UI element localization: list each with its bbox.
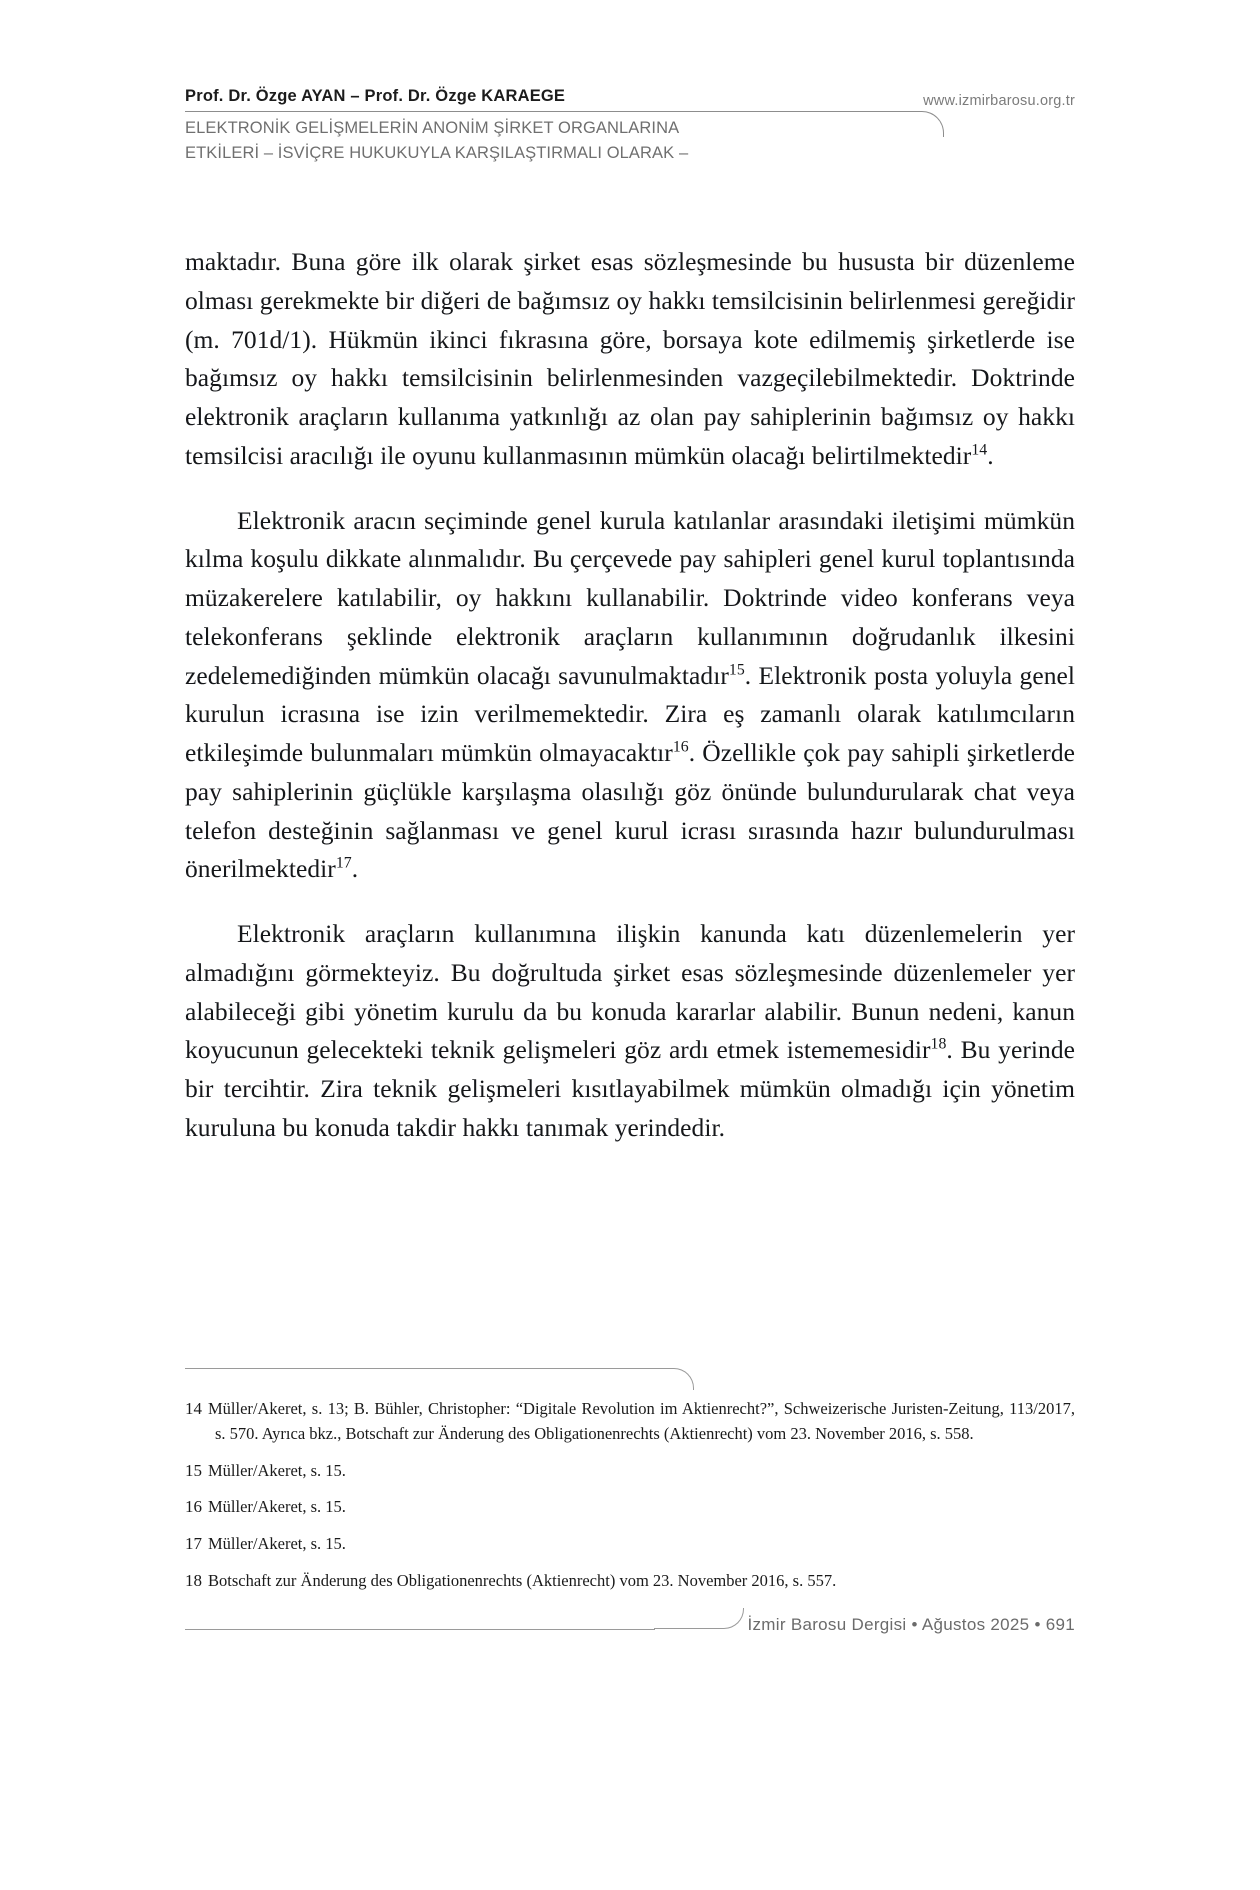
footer-journal-info: İzmir Barosu Dergisi • Ağustos 2025 • 691 [747,1615,1075,1634]
paragraph-2-text-d: . [351,854,359,884]
paragraph-1-text: maktadır. Buna göre ilk olarak şirket esas sözleşmesinde bu hususta bir düzenleme olması gerekmekte bir diğeri de bağımsız oy hakkı temsilcisinin belirlenmesi gereğidir (m. 701d/1). Hükmün ikinci fıkrasına göre, borsaya kote edilmemiş şirketlerde ise bağımsız oy hakkı temsilcisinin belirlenmesinden vazgeçilebilmektedir. Doktrinde elektronik araçların kullanıma yatkınlığı az olan pay sahiplerinin bağımsız oy hakkı temsilcisi aracılığı ile oyunu kullanmasının mümkün olacağı belirtilmektedir [185,247,1075,470]
header-divider-line [185,111,825,112]
paragraph-2-text-a: Elektronik aracın seçiminde genel kurula katılanlar arasındaki iletişimi mümkün kılma koşulu dikkate alınmalıdır. Bu çerçevede pay sahipleri genel kurul toplantısında müzakerelere katılabilir, oy hakkını kullanabilir. Doktrinde video konferans veya telekonferans şeklinde elektronik araçların kullanımının doğrudanlık ilkesini zedelemediğinden mümkün olacağı savunulmaktadır [185,505,1075,690]
footer-divider-curve [654,1608,744,1629]
footnote-item [185,1531,1075,1557]
footnote-text: Müller/Akeret, s. 13; B. Bühler, Christopher: “Digitale Revolution im Aktienrecht?”, Schweizerische Juristen-Zeitung, 113/2017, s. 570. Ayrıca bkz., Botschaft zur Änderung des Obligationenrechts (Aktienrecht) vom 23. November 2016, s. 558. [208,1399,1075,1443]
footnote-text: Müller/Akeret, s. 15. [208,1534,346,1553]
footnote-number: 15 [185,1460,202,1480]
footnote-ref-16[interactable]: 16 [672,738,689,756]
paragraph-3 [185,915,1075,1148]
footnote-number: 17 [185,1534,202,1553]
footnote-item [185,1568,1075,1594]
paragraph-2 [185,502,1075,890]
page-footer [185,1615,1075,1645]
header-article-title [185,116,805,166]
footnote-separator-curve [614,1368,694,1390]
page-header [185,86,1075,162]
header-website-url: www.izmirbarosu.org.tr [923,93,1075,109]
header-divider-curve [824,111,944,137]
footnote-item [185,1458,1075,1484]
header-title-line-2: ETKİLERİ – İSVİÇRE HUKUKUYLA KARŞILAŞTIRMALI OLARAK – [185,143,689,162]
footnote-number: 18 [185,1570,202,1590]
footnote-ref-17[interactable]: 17 [335,854,352,872]
paragraph-2-text-b: . Elektronik posta yoluyla genel kurulun icrasına ise izin verilmemektedir. Zira eş zamanlı olarak katılımcıların etkileşimde bulunmaları mümkün olmayacaktır [185,660,1075,767]
header-title-line-1: ELEKTRONİK GELİŞMELERİN ANONİM ŞİRKET ORGANLARINA [185,119,680,137]
footnote-item [185,1494,1075,1520]
footnote-text: Botschaft zur Änderung des Obligationenrechts (Aktienrecht) vom 23. November 2016, s. 557. [208,1570,837,1590]
footnote-text: Müller/Akeret, s. 15. [208,1460,346,1480]
paragraph-2-text-c: . Özellikle çok pay sahipli şirketlerde pay sahiplerinin güçlükle karşılaşma olasılığı göz önünde bulundurularak chat veya telefon desteğinin sağlanması ve genel kurul icrası sırasında hazır bulundurulması önerilmektedir [185,738,1075,884]
footnote-number: 16 [185,1497,202,1517]
footnote-ref-14[interactable]: 14 [971,441,988,459]
footnote-number: 14 [185,1399,202,1418]
footer-divider-line [185,1629,655,1630]
paragraph-1-tail: . [987,440,994,470]
footnote-ref-18[interactable]: 18 [930,1035,947,1053]
footnote-text: Müller/Akeret, s. 15. [208,1497,346,1517]
footnote-separator [185,1368,1075,1396]
footnote-item [185,1396,1075,1447]
paragraph-3-text-b: . Bu yerinde bir tercihtir. Zira teknik gelişmeleri kısıtlayabilmek mümkün olmadığı için yönetim kuruluna bu konuda takdir hakkı tanımak yerindedir. [185,1035,1075,1142]
footnotes-section [185,1368,1075,1605]
paragraph-1 [185,243,1075,476]
paragraph-3-text-a: Elektronik araçların kullanımına ilişkin kanunda katı düzenlemelerin yer almadığını görmekteyiz. Bu doğrultuda şirket esas sözleşmesinde düzenlemeler yer alabileceği gibi yönetim kurulu da bu konuda kararlar alabilir. Bunun nedeni, kanun koyucunun gelecekteki teknik gelişmeleri göz ardı etmek istememesidir [185,919,1075,1065]
footnote-ref-15[interactable]: 15 [728,661,745,678]
footnote-separator-line [185,1368,615,1369]
article-body [185,243,1075,1174]
header-authors: Prof. Dr. Özge AYAN – Prof. Dr. Özge KARAEGE [185,87,566,105]
